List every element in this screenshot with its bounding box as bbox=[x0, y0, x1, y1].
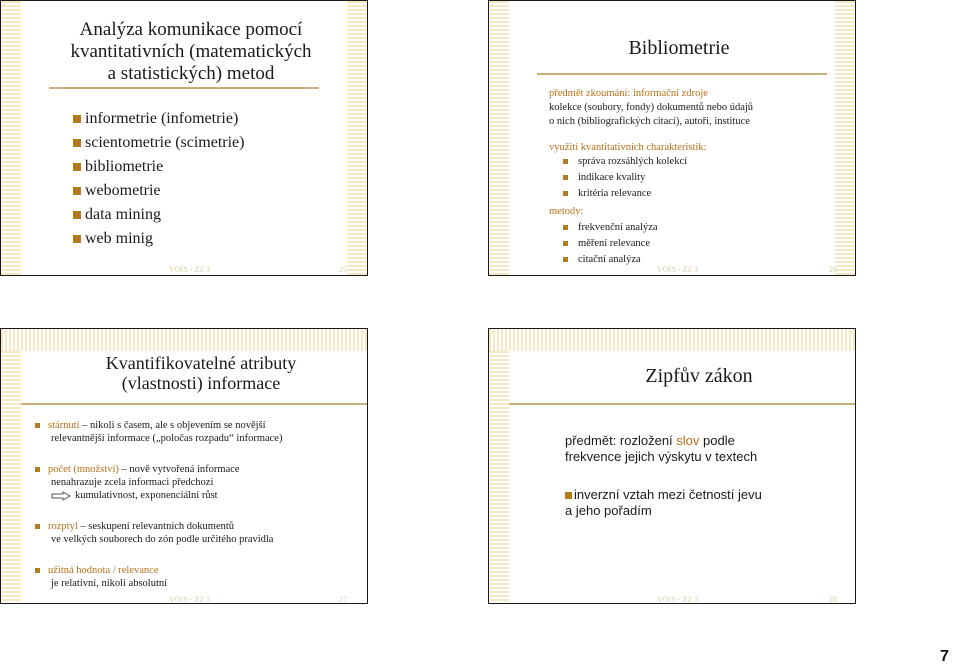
slide-footer: VOIS - ZZ 3 bbox=[169, 265, 211, 274]
square-bullet-icon bbox=[35, 423, 40, 428]
slide-26-body: předmět zkoumání: informační zdroje kolekce (soubory, fondy) dokumentů nebo údajů o nich (bibliografických citací), autoři, instituce využití kvantitativních charakteristik: správa rozsáhlých kolekcí indikace kvality kritéria relevance metody: frekvenční analýza měření relevance citační analýza bbox=[549, 88, 754, 265]
slide-28-body: předmět: rozložení slov podle frekvence jejich výskytu v textech inverzní vztah mezi četností jevu a jeho pořadím bbox=[565, 433, 762, 518]
square-bullet-icon bbox=[73, 211, 81, 219]
list-item: webometrie bbox=[73, 179, 244, 203]
slide-stripe-top bbox=[1, 329, 367, 351]
list-item: správa rozsáhlých kolekcí bbox=[549, 155, 753, 169]
slide-27-title: Kvantifikovatelné atributy (vlastnosti) informace bbox=[105, 353, 297, 393]
square-bullet-icon bbox=[563, 159, 568, 164]
slide-page-number: 28 bbox=[829, 595, 837, 604]
square-bullet-icon bbox=[73, 163, 81, 171]
slide-page-number: 26 bbox=[829, 265, 837, 274]
slide-stripe-top bbox=[489, 329, 855, 351]
title-underline bbox=[509, 403, 856, 405]
list-item: indikace kvality bbox=[549, 171, 753, 185]
slide-stripe-left bbox=[1, 1, 21, 275]
slide-page-number: 25 bbox=[339, 265, 347, 274]
list-item: měření relevance bbox=[549, 237, 753, 251]
slide-stripe-right bbox=[347, 1, 367, 275]
square-bullet-icon bbox=[565, 492, 572, 499]
slide-stripe-left bbox=[1, 351, 21, 603]
square-bullet-icon bbox=[35, 467, 40, 472]
square-bullet-icon bbox=[563, 191, 568, 196]
list-item: citační analýza bbox=[549, 253, 753, 267]
square-bullet-icon bbox=[563, 257, 568, 262]
square-bullet-icon bbox=[73, 139, 81, 147]
list-item: kritéria relevance bbox=[549, 187, 753, 201]
slide-stripe-left bbox=[489, 351, 509, 603]
slide-footer: VOIS - ZZ 3 bbox=[657, 595, 699, 604]
square-bullet-icon bbox=[563, 225, 568, 230]
list-item: bibliometrie bbox=[73, 155, 244, 179]
title-underline bbox=[21, 403, 368, 405]
list-item: informetrie (infometrie) bbox=[73, 107, 244, 131]
slide-26-title: Bibliometrie bbox=[628, 37, 730, 59]
slide-28-title: Zipfův zákon bbox=[645, 365, 753, 387]
square-bullet-icon bbox=[563, 241, 568, 246]
slide-25 bbox=[0, 0, 368, 276]
title-underline bbox=[537, 73, 827, 75]
slide-25-title: Analýza komunikace pomocí kvantitativních (matematických a statistických) metod bbox=[70, 19, 312, 84]
slide-27 bbox=[0, 328, 368, 604]
slide-footer: VOIS - ZZ 3 bbox=[657, 265, 699, 274]
square-bullet-icon bbox=[35, 524, 40, 529]
slide-page-number: 27 bbox=[339, 595, 347, 604]
slide-28 bbox=[488, 328, 856, 604]
slide-footer: VOIS - ZZ 3 bbox=[169, 595, 211, 604]
slide-27-body: stárnutí – nikoli s časem, ale s objevením se novější relevantnější informace („poločas rozpadu“ informace) počet (množství) – nově vytvořená informace nenahrazuje zcela informaci předchozí kumulativnost, exponenciální růst rozptyl – seskupení relevantních dokumentů ve velkých souborech do zón podle určitého pravidla užitná hodnota / relevance je relativní, nikoli absolutní bbox=[35, 419, 282, 590]
list-item: data mining bbox=[73, 203, 244, 227]
list-item: frekvenční analýza bbox=[549, 221, 753, 235]
slide-stripe-right bbox=[835, 1, 855, 275]
document-page-number: 7 bbox=[940, 648, 949, 665]
list-item: web minig bbox=[73, 227, 244, 251]
slide-25-list bbox=[73, 107, 244, 251]
square-bullet-icon bbox=[73, 115, 81, 123]
square-bullet-icon bbox=[73, 235, 81, 243]
square-bullet-icon bbox=[563, 175, 568, 180]
square-bullet-icon bbox=[35, 568, 40, 573]
square-bullet-icon bbox=[73, 187, 81, 195]
title-underline bbox=[49, 87, 319, 89]
list-item: scientometrie (scimetrie) bbox=[73, 131, 244, 155]
slide-stripe-left bbox=[489, 1, 509, 275]
slide-26 bbox=[488, 0, 856, 276]
right-arrow-icon bbox=[51, 491, 71, 501]
